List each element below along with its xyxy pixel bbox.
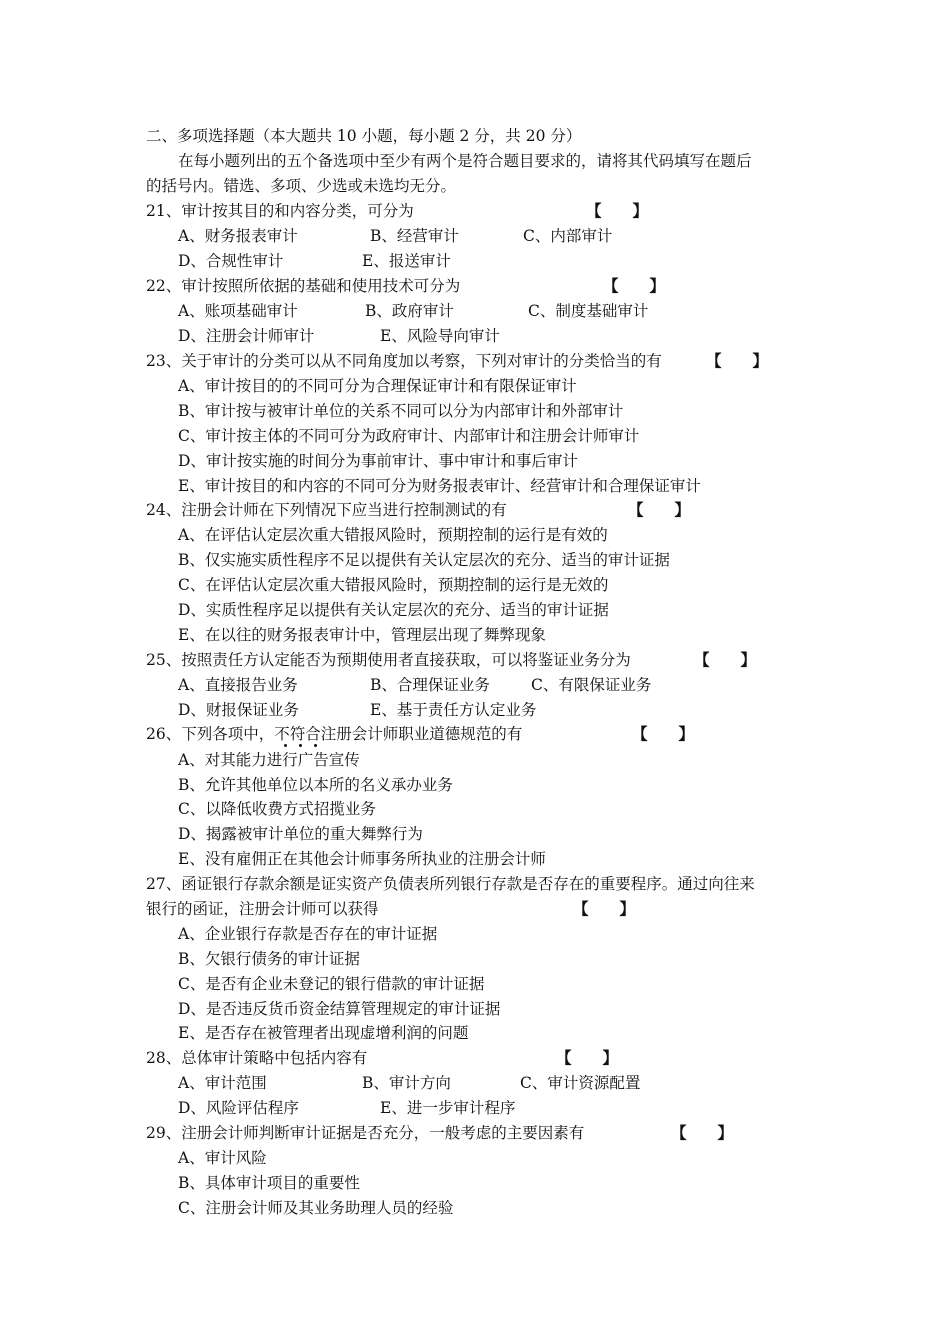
question-26-option-b: B、允许其他单位以本所的名义承办业务 (178, 776, 453, 794)
section-instruction-cont: 的括号内。错选、多项、少选或未选均无分。 (146, 177, 457, 195)
question-24-option-e: E、在以往的财务报表审计中，管理层出现了舞弊现象 (178, 626, 546, 644)
emphasis-dot (314, 744, 317, 747)
question-29-option-a: A、审计风险 (178, 1149, 267, 1167)
question-29-option-c: C、注册会计师及其业务助理人员的经验 (178, 1199, 454, 1217)
answer-bracket-26: 【 】 (632, 724, 695, 743)
question-23-option-d: D、审计按实施的时间分为事前审计、事中审计和事后审计 (178, 452, 578, 470)
question-29-stem: 29、注册会计师判断审计证据是否充分，一般考虑的主要因素有 (146, 1124, 585, 1142)
section-heading: 二、多项选择题（本大题共 10 小题，每小题 2 分，共 20 分） (146, 127, 582, 145)
question-27-option-e: E、是否存在被管理者出现虚增利润的问题 (178, 1024, 469, 1042)
answer-bracket-22: 【 】 (603, 276, 666, 295)
question-25-option-e: E、基于责任方认定业务 (370, 701, 537, 719)
question-24-option-b: B、仅实施实质性程序不足以提供有关认定层次的充分、适当的审计证据 (178, 551, 670, 569)
question-29-option-b: B、具体审计项目的重要性 (178, 1174, 360, 1192)
question-22-option-a: A、账项基础审计 (178, 302, 298, 320)
question-22-option-d: D、注册会计师审计 (178, 327, 315, 345)
question-27-option-b: B、欠银行债务的审计证据 (178, 950, 360, 968)
question-22-stem: 22、审计按照所依据的基础和使用技术可分为 (146, 277, 461, 295)
question-26-option-a: A、对其能力进行广告宣传 (178, 751, 360, 769)
question-28-stem: 28、总体审计策略中包括内容有 (146, 1049, 368, 1067)
answer-bracket-24: 【 】 (628, 500, 691, 519)
question-27-stem-cont: 银行的函证，注册会计师可以获得 (146, 900, 379, 918)
question-23-option-b: B、审计按与被审计单位的关系不同可以分为内部审计和外部审计 (178, 402, 624, 420)
question-28-option-c: C、审计资源配置 (520, 1074, 641, 1092)
question-23-option-e: E、审计按目的和内容的不同可分为财务报表审计、经营审计和合理保证审计 (178, 477, 701, 495)
question-21-option-c: C、内部审计 (523, 227, 613, 245)
question-21-option-a: A、财务报表审计 (178, 227, 298, 245)
question-23-stem: 23、关于审计的分类可以从不同角度加以考察，下列对审计的分类恰当的有 (146, 352, 662, 370)
question-27-option-d: D、是否违反货币资金结算管理规定的审计证据 (178, 1000, 501, 1018)
question-22-option-b: B、政府审计 (365, 302, 454, 320)
question-27-option-a: A、企业银行存款是否存在的审计证据 (178, 925, 438, 943)
question-24-stem: 24、注册会计师在下列情况下应当进行控制测试的有 (146, 501, 507, 519)
question-25-option-d: D、财报保证业务 (178, 701, 299, 719)
question-28-option-b: B、审计方向 (362, 1074, 451, 1092)
question-21-stem: 21、审计按其目的和内容分类，可分为 (146, 202, 414, 220)
answer-bracket-27: 【 】 (573, 899, 636, 918)
question-28-option-d: D、风险评估程序 (178, 1099, 299, 1117)
question-22-option-e: E、风险导向审计 (380, 327, 500, 345)
question-26-option-d: D、揭露被审计单位的重大舞弊行为 (178, 825, 423, 843)
answer-bracket-25: 【 】 (694, 650, 757, 669)
question-25-option-a: A、直接报告业务 (178, 676, 298, 694)
question-24-option-d: D、实质性程序足以提供有关认定层次的充分、适当的审计证据 (178, 601, 609, 619)
question-28-option-e: E、进一步审计程序 (380, 1099, 516, 1117)
question-26-option-c: C、以降低收费方式招揽业务 (178, 800, 376, 818)
question-24-option-a: A、在评估认定层次重大错报风险时，预期控制的运行是有效的 (178, 526, 608, 544)
question-21-option-e: E、报送审计 (362, 252, 451, 270)
question-23-option-c: C、审计按主体的不同可分为政府审计、内部审计和注册会计师审计 (178, 427, 640, 445)
section-instruction: 在每小题列出的五个备选项中至少有两个是符合题目要求的，请将其代码填写在题后 (178, 152, 752, 170)
question-24-option-c: C、在评估认定层次重大错报风险时，预期控制的运行是无效的 (178, 576, 609, 594)
question-25-stem: 25、按照责任方认定能否为预期使用者直接获取，可以将鉴证业务分为 (146, 651, 631, 669)
emphasis-dot (284, 744, 287, 747)
answer-bracket-23: 【 】 (706, 351, 769, 370)
question-25-option-b: B、合理保证业务 (370, 676, 490, 694)
question-26-option-e: E、没有雇佣正在其他会计师事务所执业的注册会计师 (178, 850, 546, 868)
answer-bracket-21: 【 】 (586, 201, 649, 220)
question-21-option-b: B、经营审计 (370, 227, 459, 245)
question-25-option-c: C、有限保证业务 (531, 676, 652, 694)
question-27-stem: 27、函证银行存款余额是证实资产负债表所列银行存款是否存在的重要程序。通过向往来 (146, 875, 755, 893)
question-26-stem: 26、下列各项中，不符合注册会计师职业道德规范的有 (146, 725, 523, 743)
question-28-option-a: A、审计范围 (178, 1074, 267, 1092)
question-27-option-c: C、是否有企业未登记的银行借款的审计证据 (178, 975, 485, 993)
answer-bracket-28: 【 】 (556, 1048, 619, 1067)
question-22-option-c: C、制度基础审计 (528, 302, 649, 320)
question-23-option-a: A、审计按目的的不同可分为合理保证审计和有限保证审计 (178, 377, 577, 395)
question-21-option-d: D、合规性审计 (178, 252, 284, 270)
emphasis-dot (299, 744, 302, 747)
answer-bracket-29: 【 】 (671, 1123, 734, 1142)
